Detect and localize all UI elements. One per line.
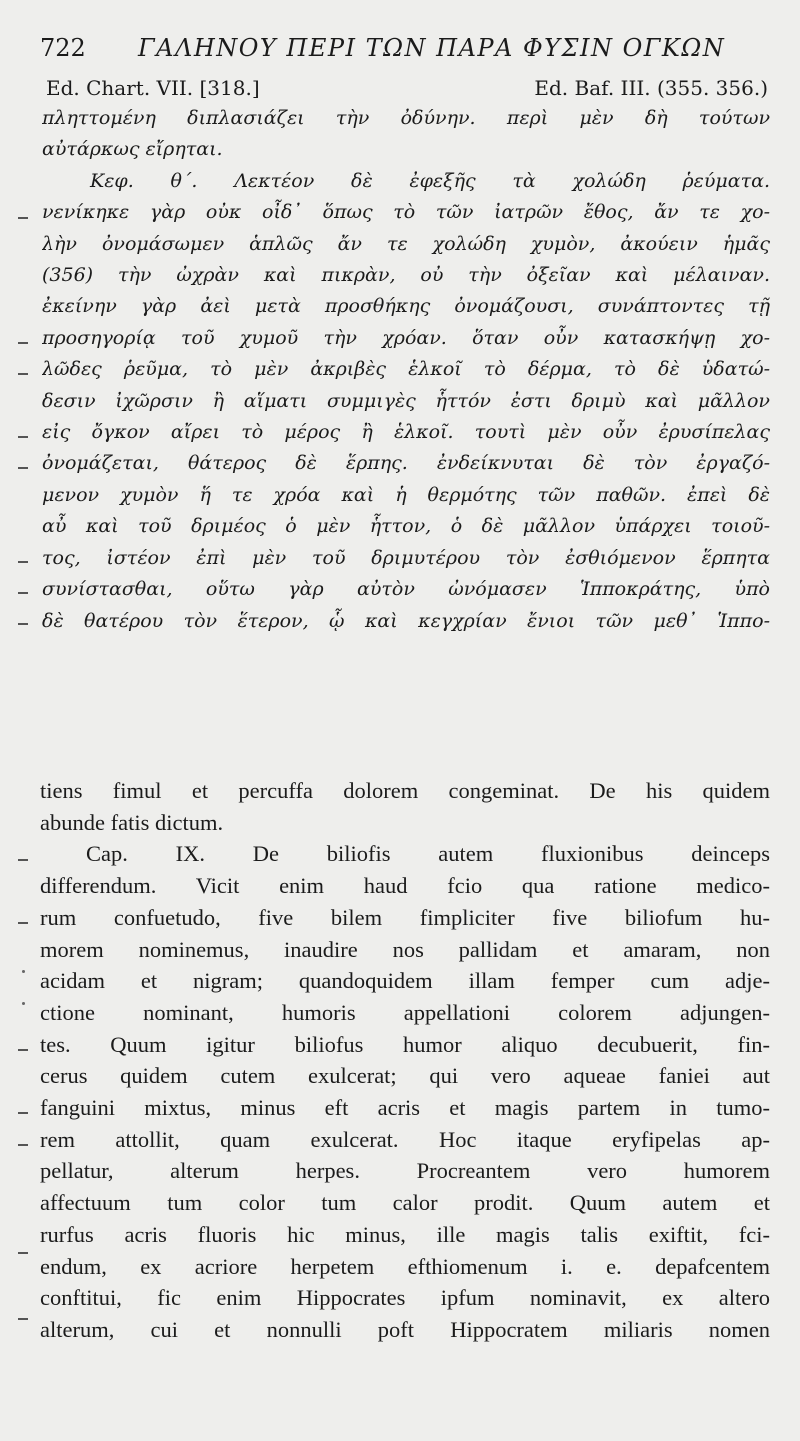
running-title: ΓΑΛΗΝΟΥ ΠΕΡΙ ΤΩΝ ΠΑΡΑ ΦΥΣΙΝ ΟΓΚΩΝ (138, 34, 726, 62)
latin-line: fanguini mixtus, minus eft acris et magis partem in tumo- (40, 1095, 770, 1121)
margin-dot (22, 970, 25, 973)
margin-dash (18, 1112, 28, 1114)
latin-line: rum confuetudo, five bilem fimpliciter five biliofum hu- (40, 904, 770, 930)
greek-text-block (42, 103, 770, 637)
margin-dash (18, 859, 28, 861)
margin-dash (18, 1049, 28, 1051)
greek-line: δεσιν ἰχῶρσιν ἢ αἵματι συμμιγὲς ἧττόν ἐστι δριμὺ καὶ μᾶλλον (42, 389, 770, 412)
greek-line: λὴν ὀνομάσωμεν ἁπλῶς ἄν τε χολώδη χυμὸν, ἀκούειν ἡμᾶς (42, 232, 770, 255)
margin-dash (18, 217, 28, 219)
greek-line: ὀνομάζεται, θάτερος δὲ ἕρπης. ἐνδείκνυται δὲ τὸν ἐργαζό- (42, 452, 770, 475)
margin-dash (18, 342, 28, 344)
latin-line: conftitui, fic enim Hippocrates ipfum nominavit, ex altero (40, 1285, 770, 1311)
latin-line: rem attollit, quam exulcerat. Hoc itaque eryfipelas ap- (40, 1126, 770, 1152)
latin-line: endum, ex acriore herpetem efthiomenum i. e. depafcentem (40, 1253, 770, 1279)
latin-text-block (40, 775, 770, 1346)
greek-line: νενίκηκε γὰρ οὐκ οἶδ᾽ ὅπως τὸ τῶν ἰατρῶν ἔθος, ἄν τε χο- (42, 201, 770, 224)
margin-dash (18, 1318, 28, 1320)
greek-line: εἰς ὄγκον αἴρει τὸ μέρος ἢ ἑλκοῖ. τουτὶ μὲν οὖν ἐρυσίπελας (42, 421, 770, 444)
latin-line: differendum. Vicit enim haud fcio qua ratione medico- (40, 873, 770, 899)
margin-dot (22, 1002, 25, 1005)
latin-line: rurfus acris fluoris hic minus, ille magis talis exiftit, fci- (40, 1221, 770, 1247)
latin-chapter-heading-line: Cap. IX. De biliofis autem fluxionibus deinceps (86, 841, 770, 867)
margin-dash (18, 1144, 28, 1146)
margin-dash (18, 467, 28, 469)
margin-dash (18, 1252, 28, 1254)
margin-dash (18, 373, 28, 375)
greek-chapter-heading-line: Κεφ. θ΄. Λεκτέον δὲ ἐφεξῆς τὰ χολώδη ῥεύματα. (90, 169, 770, 192)
greek-line: (356) τὴν ὠχρὰν καὶ πικρὰν, οὐ τὴν ὀξεῖαν καὶ μέλαιναν. (42, 264, 770, 287)
latin-line: tiens fimul et percuffa dolorem congeminat. De his quidem (40, 778, 770, 803)
latin-line: morem nominemus, inaudire nos pallidam et amaram, non (40, 936, 770, 962)
greek-line: τος, ἰστέον ἐπὶ μὲν τοῦ δριμυτέρου τὸν ἐσθιόμενον ἕρπητα (42, 546, 770, 569)
margin-dash (18, 436, 28, 438)
greek-line: συνίστασθαι, οὕτω γὰρ αὐτὸν ὠνόμασεν Ἱπποκράτης, ὑπὸ (42, 578, 770, 601)
greek-line: λῶδες ῥεῦμα, τὸ μὲν ἀκριβὲς ἑλκοῖ τὸ δέρμα, τὸ δὲ ὑδατώ- (42, 358, 770, 381)
latin-line: pellatur, alterum herpes. Procreantem vero humorem (40, 1158, 770, 1184)
greek-line: μενον χυμὸν ἥ τε χρόα καὶ ἡ θερμότης τῶν παθῶν. ἐπεὶ δὲ (42, 483, 770, 506)
running-head (40, 30, 760, 64)
latin-line: ctione nominant, humoris appellationi colorem adjungen- (40, 999, 770, 1025)
latin-line: affectuum tum color tum calor prodit. Quum autem et (40, 1190, 770, 1216)
greek-line: αὐτάρκως εἴρηται. (42, 138, 223, 161)
margin-dash (18, 561, 28, 563)
latin-line: cerus quidem cutem exulcerat; qui vero aqueae faniei aut (40, 1063, 770, 1089)
greek-line: πληττομένη διπλασιάζει τὴν ὀδύνην. περὶ μὲν δὴ τούτων (42, 107, 770, 129)
greek-line: προσηγορίᾳ τοῦ χυμοῦ τὴν χρόαν. ὅταν οὖν κατασκήψῃ χο- (42, 326, 770, 349)
margin-dash (18, 592, 28, 594)
latin-line: abunde fatis dictum. (40, 809, 224, 835)
margin-dash (18, 922, 28, 924)
page-number: 722 (40, 34, 86, 62)
edition-basel-reference: Ed. Baf. III. (355. 356.) (534, 76, 768, 100)
latin-line: acidam et nigram; quandoquidem illam femper cum adje- (40, 968, 770, 994)
latin-line: alterum, cui et nonnulli poft Hippocratem miliaris nomen (40, 1316, 770, 1342)
latin-line: tes. Quum igitur biliofus humor aliquo decubuerit, fin- (40, 1031, 770, 1057)
greek-line: ἐκείνην γὰρ ἀεὶ μετὰ προσθήκης ὀνομάζουσι, συνάπτοντες τῇ (42, 295, 770, 318)
greek-line: δὲ θατέρου τὸν ἕτερον, ᾧ καὶ κεγχρίαν ἔνιοι τῶν μεθ᾽ Ἱππο- (42, 609, 770, 632)
margin-dash (18, 623, 28, 625)
edition-chart-reference: Ed. Chart. VII. [318.] (46, 76, 260, 100)
greek-line: αὖ καὶ τοῦ δριμέος ὁ μὲν ἧττον, ὁ δὲ μᾶλλον ὑπάρχει τοιοῦ- (42, 515, 770, 538)
